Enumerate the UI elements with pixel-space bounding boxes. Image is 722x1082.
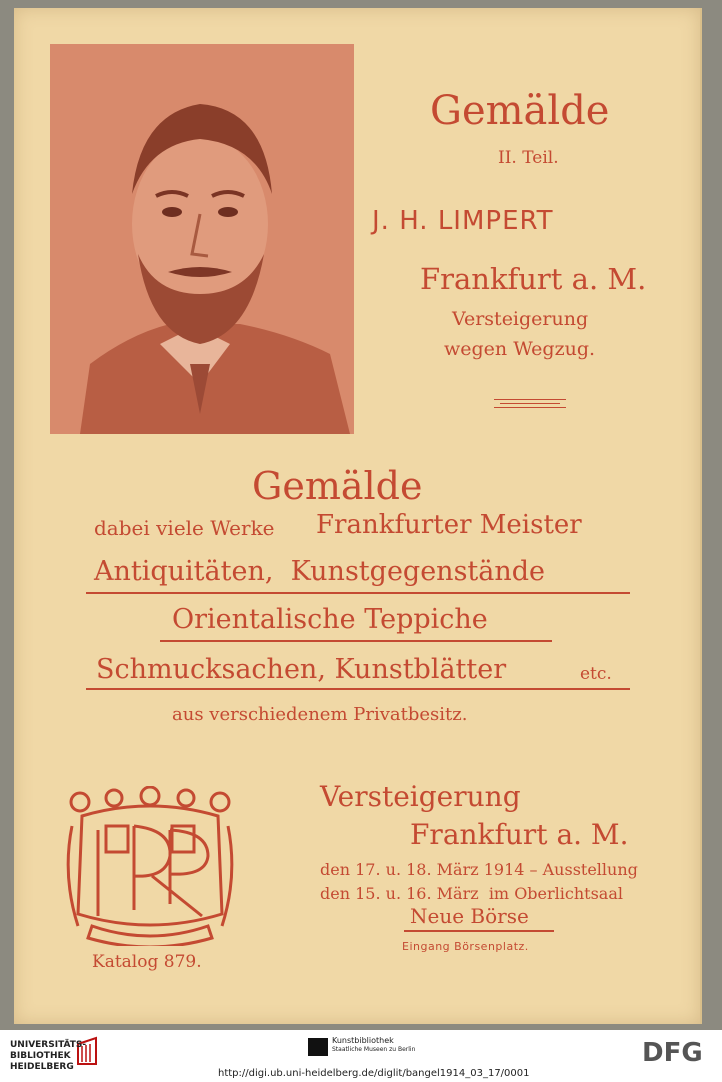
venue: Neue Börse: [410, 904, 529, 928]
rule-venue: [404, 930, 554, 932]
line-antiques: Antiquitäten, Kunstgegenstände: [94, 556, 546, 587]
publisher-monogram-logo: [62, 786, 238, 946]
collector-name: J. H. LIMPERT: [372, 206, 554, 236]
line-jewelry-etc: etc.: [580, 664, 612, 684]
subheading-small: dabei viele Werke: [94, 516, 275, 540]
auction-city: Frankfurt a. M.: [410, 818, 629, 851]
city-label: Frankfurt a. M.: [420, 262, 647, 296]
catalog-number: Katalog 879.: [92, 952, 202, 972]
kunst-line-2: Staatliche Museen zu Berlin: [332, 1046, 416, 1053]
sale-line-2: wegen Wegzug.: [444, 338, 596, 360]
rule-antiques: [86, 592, 630, 594]
line-jewelry: Schmucksachen, Kunstblätter: [96, 654, 507, 685]
heading-top: Gemälde: [430, 88, 610, 134]
rule-jewelry: [86, 688, 630, 690]
line-carpets: Orientalische Teppiche: [172, 604, 488, 635]
kunst-line-1: Kunstbibliothek: [332, 1036, 394, 1045]
auction-dates-2: den 15. u. 16. März im Oberlichtsaal: [320, 884, 623, 903]
portrait-photo: [50, 44, 354, 434]
auction-title: Versteigerung: [320, 780, 521, 813]
library-line-1: UNIVERSITÄTS-: [10, 1040, 87, 1050]
ornament-rule-3: [494, 407, 566, 408]
subheading-large: Frankfurter Meister: [316, 510, 582, 540]
kunstbibliothek-logo-icon: [308, 1038, 328, 1056]
entrance: Eingang Börsenplatz.: [402, 940, 529, 953]
library-line-3: HEIDELBERG: [10, 1062, 74, 1072]
source-url[interactable]: http://digi.ub.uni-heidelberg.de/diglit/bangel1914_03_17/0001: [218, 1068, 530, 1079]
dfg-logo: DFG: [642, 1038, 703, 1068]
sale-line-1: Versteigerung: [452, 308, 589, 330]
ornament-rule-2: [500, 403, 560, 404]
ornament-rule-1: [494, 399, 566, 400]
rule-carpets: [160, 640, 552, 642]
part-label: II. Teil.: [498, 148, 559, 168]
line-private: aus verschiedenem Privatbesitz.: [172, 704, 468, 725]
heading-main: Gemälde: [252, 464, 423, 508]
library-line-2: BIBLIOTHEK: [10, 1051, 71, 1061]
auction-dates-1: den 17. u. 18. März 1914 – Ausstellung: [320, 860, 638, 879]
